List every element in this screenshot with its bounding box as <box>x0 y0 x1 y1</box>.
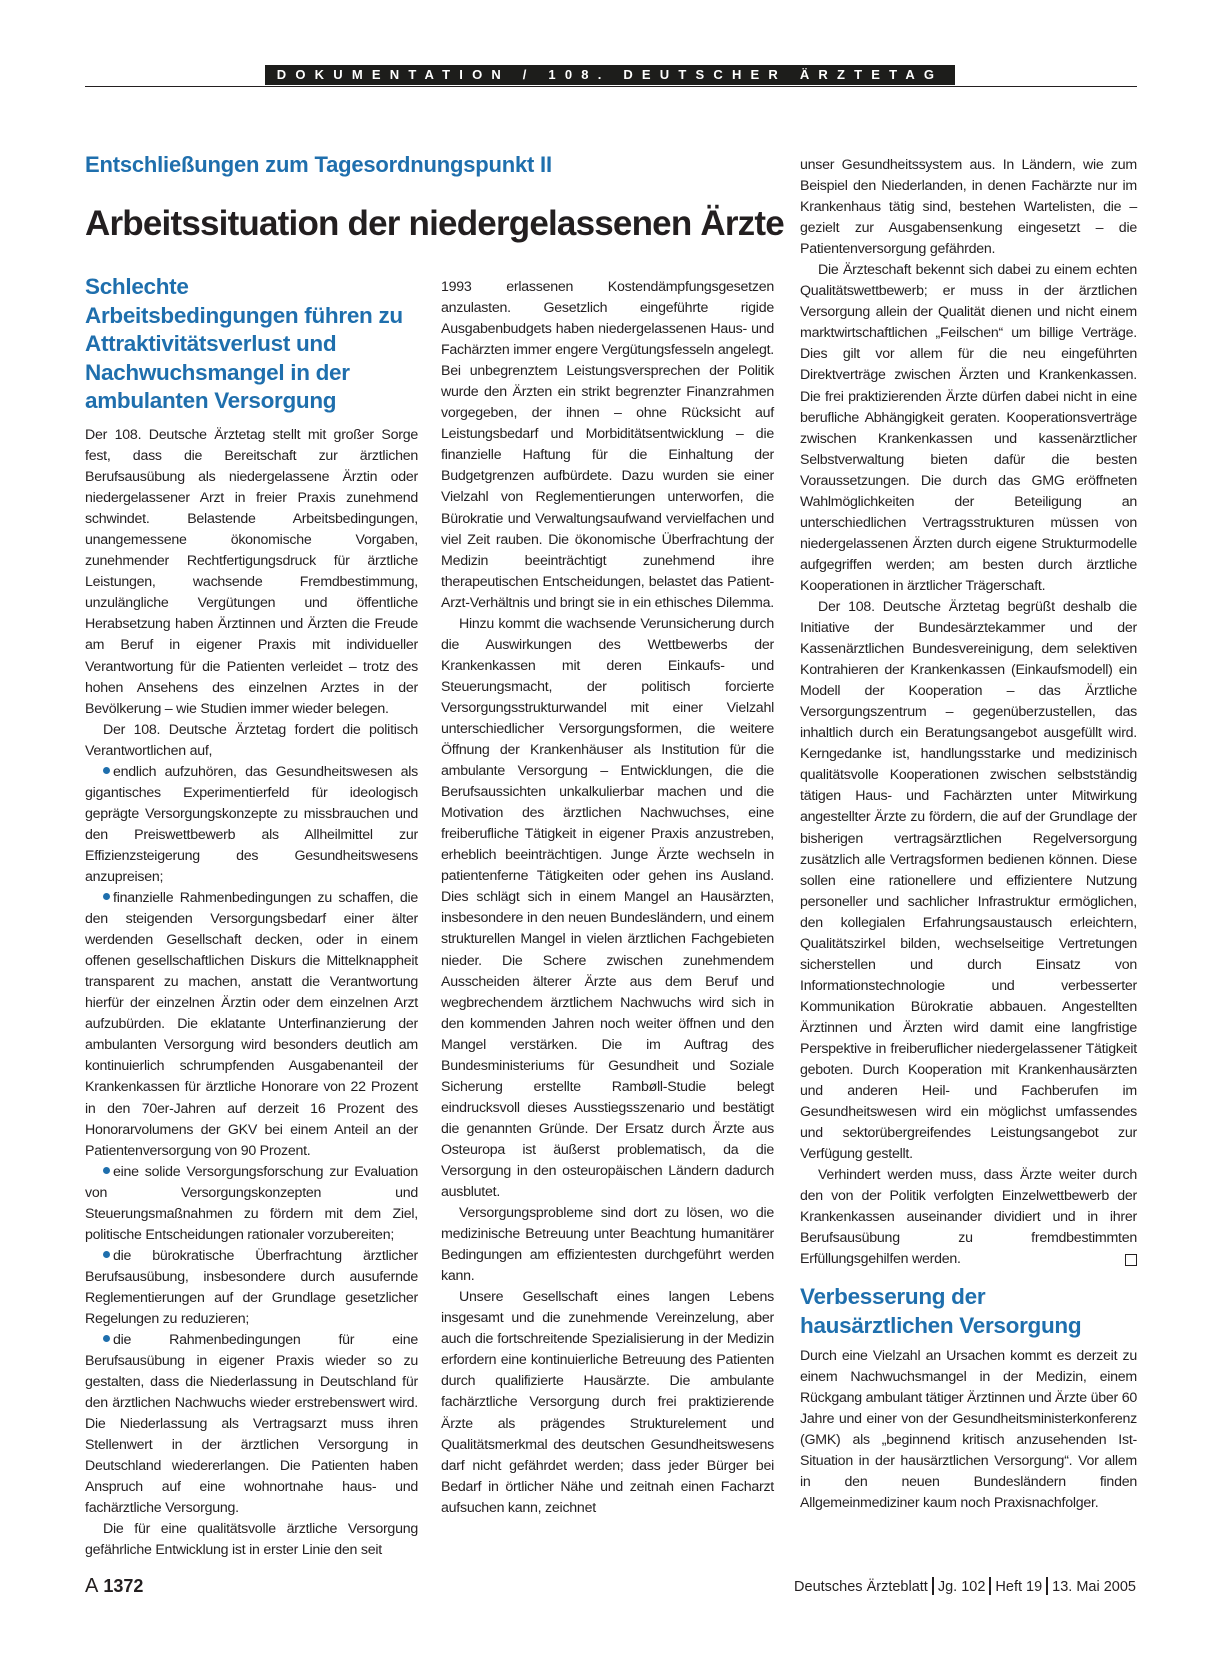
section-banner: DOKUMENTATION / 108. DEUTSCHER ÄRZTETAG <box>265 65 955 85</box>
bullet-icon <box>103 1335 110 1342</box>
paragraph: Durch eine Vielzahl an Ursachen kommt es derzeit zu einem Nachwuchsmangel in der Medizin, einem Rückgang ambulant tätiger Ärztinnen und Ärzte über 60 Jahre und einer von der Gesundheitsministerkonferenz (GMK) als „beginnend kritisch anzusehenden Ist-Situation in der hausärztlichen Versorgung“. Vor allem in den neuen Bundesländern finden Allgemeinmediziner kaum noch Praxisnachfolger. <box>800 1348 1137 1512</box>
paragraph: unser Gesundheitssystem aus. In Ländern, wie zum Beispiel den Niederlanden, in denen Fachärzte nur im Krankenhaus tätig sind, bestehen Wartelisten, die – gezielt zur Ausgabensenkung eingesetzt – die Patientenversorgung gefährden. <box>800 157 1137 258</box>
bullet-text: endlich aufzuhören, das Gesundheitswesen als gigantisches Experimentierfeld für ideologisch geprägte Versorgungskonzepte zu missbrauchen und den Preiswettbewerb als Allheilmittel zur Effizienzsteigerung des Gesundheitswesens anzupreisen; <box>85 763 418 885</box>
journal-issue: Heft 19 <box>995 1579 1043 1595</box>
paragraph: Die für eine qualitätsvolle ärztliche Versorgung gefährliche Entwicklung ist in erster Linie den seit <box>85 1521 418 1559</box>
bullet-text: die Rahmenbedingungen für eine Berufsausübung in eigener Praxis wieder so zu gestalten, dass die Niederlassung in Deutschland für den ärztlichen Nachwuchs wieder erstrebenswert wird. Die Niederlassung als Vertragsarzt muss ihren Stellenwert in der ärztlichen Versorgung in Deutschland wiedererlangen. Die Patienten haben Anspruch auf eine wohnortnahe haus- und fachärztliche Versorgung. <box>85 1332 418 1517</box>
separator <box>989 1577 991 1595</box>
bullet-item <box>85 1162 418 1246</box>
bullet-item <box>85 1330 418 1519</box>
journal-volume: Jg. 102 <box>937 1579 986 1595</box>
article-headline: Arbeitssituation der niedergelassenen Ärzte <box>85 204 784 243</box>
bullet-text: die bürokratische Überfrachtung ärztlicher Berufsausübung, insbesondere durch ausufernde Reglementierungen auf der Grundlage gesetzlicher Regelungen zu reduzieren; <box>85 1247 418 1327</box>
page-number <box>85 1575 143 1598</box>
paragraph <box>800 1165 1137 1270</box>
paragraph: Der 108. Deutsche Ärztetag fordert die politisch Verantwortlichen auf, <box>85 721 418 759</box>
journal-citation <box>794 1577 1136 1595</box>
paragraph: 1993 erlassenen Kostendämpfungsgesetzen anzulasten. Gesetzlich eingeführte rigide Ausgabenbudgets haben niedergelassenen Haus- und Fachärzten immer engere Vergütungsfesseln angelegt. Bei unbegrenztem Leistungsversprechen der Politik wurde den Ärzten ein strikt begrenzter Finanzrahmen vorgegeben, der ihnen – ohne Rücksicht auf Leistungsbedarf und Morbiditätsentwicklung – die finanzielle Haftung für die Einhaltung der Budgetgrenzen aufbürdete. Dazu wurden sie einer Vielzahl von Reglementierungen unterworfen, die Bürokratie und Verwaltungsaufwand vervielfachen und viel Zeit rauben. Die ökonomische Überfrachtung der Medizin beeinträchtigt zunehmend ihre therapeutischen Entscheidungen, belastet das Patient-Arzt-Verhältnis und bringt sie in ein ethisches Dilemma. <box>441 279 774 611</box>
journal-name: Deutsches Ärzteblatt <box>794 1579 928 1595</box>
bullet-text: eine solide Versorgungsforschung zur Evaluation von Versorgungskonzepten und Steuerungsmaßnahmen zu fördern mit dem Ziel, politische Entscheidungen rationaler vorzubereiten; <box>85 1163 418 1243</box>
subheading-working-conditions: Schlechte Arbeitsbedingungen führen zu Attraktivitätsverlust und Nachwuchsmangel in der ambulanten Versorgung <box>85 274 403 413</box>
bullet-item <box>85 1246 418 1330</box>
paragraph: Hinzu kommt die wachsende Verunsicherung durch die Auswirkungen des Wettbewerbs der Krankenkassen mit deren Einkaufs- und Steuerungsmacht, der politisch forcierte Versorgungsstrukturwandel mit einer Vielzahl unterschiedlicher Versorgungsformen, die weitere Öffnung der Krankenhäuser als Institution für die ambulante Versorgung – Entwicklungen, die die Berufsaussichten unkalkulierbar machen und die Motivation des ärztlichen Nachwuchses, eine freiberufliche Tätigkeit in eigener Praxis anzustreben, erheblich beeinträchtigen. Junge Ärzte wechseln in patientenferne Tätigkeiten oder gehen ins Ausland. Dies schlägt sich in einem Mangel an Hausärzten, insbesondere in den neuen Bundesländern, und einem strukturellen Mangel in vielen ärztlichen Fachgebieten nieder. Die Schere zwischen zunehmendem Ausscheiden älterer Ärzte aus dem Beruf und wegbrechendem ärztlichem Nachwuchs wird sich in den kommenden Jahren noch weiter öffnen und den Mangel verstärken. Die im Auftrag des Bundesministeriums für Gesundheit und Soziale Sicherung erstellte Rambøll-Studie belegt eindrucksvoll dieses Ausstiegsszenario und bestätigt die genannten Gründe. Der Ersatz durch Ärzte aus Osteuropa ist äußerst problematisch, da die Versorgung in den osteuropäischen Ländern dadurch ausblutet. <box>441 615 774 1201</box>
subheading-family-care: Verbesserung der hausärztlichen Versorgung <box>800 1284 1082 1338</box>
bullet-text: finanzielle Rahmenbedingungen zu schaffen, die den steigenden Versorgungsbedarf einer älter werdenden Gesellschaft decken, oder in einem offenen gesellschaftlichen Diskurs die Mittelknappheit transparent zu machen, anstatt die Verantwortung hierfür der einzelnen Ärztin oder dem einzelnen Arzt aufzubürden. Die eklatante Unterfinanzierung der ambulanten Versorgung wird besonders deutlich am kontinuierlich schrumpfenden Ausgabenanteil der Krankenkassen für ärztliche Honorare von 22 Prozent in den 70er-Jahren auf derzeit 16 Prozent des Honorarvolumens der GKV bei einem Anteil an der Patientenversorgung von 90 Prozent. <box>85 890 418 1159</box>
bullet-icon <box>103 893 110 900</box>
paragraph: Der 108. Deutsche Ärztetag begrüßt deshalb die Initiative der Bundesärztekammer und der Kassenärztlichen Bundesvereinigung, dem selektiven Kontrahieren der Krankenkassen (Einkaufsmodell) ein Modell der Kooperation – das Ärztliche Versorgungszentrum – gegenüberzustellen, das inhaltlich durch ein Beratungsangebot ausgefüllt wird. Kerngedanke ist, handlungsstarke und medizinisch qualitätsvolle Kooperationen zwischen selbstständig tätigen Haus- und Fachärzten unter Mitwirkung angestellter Ärzte zu fördern, die auf der Grundlage der bisherigen vertragsärztlichen Regelversorgung zusätzlich alle Vertragsformen bedienen können. Diese sollen eine rationellere und effizientere Nutzung personeller und sachlicher Infrastruktur ermöglichen, den kollegialen Erfahrungsaustausch erleichtern, Qualitätszirkel bilden, wechselseitige Vertretungen sicherstellen und durch Einsatz von Informationstechnologie und verbesserter Kommunikation Bürokratie abbauen. Angestellten Ärztinnen und Ärzten wird damit eine langfristige Perspektive in freiberuflicher niedergelassener Tätigkeit geboten. Durch Kooperation mit Krankenhausärzten und anderen Heil- und Fachberufen im Gesundheitswesen wird ein möglichst umfassendes und sektorübergreifendes Leistungsangebot zur Verfügung gestellt. <box>800 598 1137 1163</box>
bullet-icon <box>103 1167 110 1174</box>
text-column-3 <box>800 155 1137 1270</box>
separator <box>1046 1577 1048 1595</box>
paragraph: Unsere Gesellschaft eines langen Lebens insgesamt und die zunehmende Vereinzelung, aber auch die fortschreitende Spezialisierung in der Medizin erfordern eine kontinuierliche Betreuung des Patienten durch qualifizierte Hausärzte. Die ambulante fachärztliche Versorgung durch frei praktizierende Ärzte als prägendes Strukturelement und Qualitätsmerkmal des deutschen Gesundheitswesens darf nicht gefährdet werden; dass jeder Bürger bei Bedarf in örtlicher Nähe und zeitnah einen Facharzt aufsuchen kann, zeichnet <box>441 1289 774 1516</box>
header-rule <box>85 86 1137 87</box>
paragraph-text: Verhindert werden muss, dass Ärzte weiter durch den von der Politik verfolgten Einzelwettbewerb der Krankenkassen auseinander dividiert und in ihrer Berufsausübung zu fremdbestimmten Erfüllungsgehilfen werden. <box>800 1167 1137 1268</box>
page-prefix: A <box>85 1575 99 1597</box>
end-of-article-icon <box>1125 1254 1137 1266</box>
paragraph: Versorgungsprobleme sind dort zu lösen, wo die medizinische Betreuung unter Beachtung humanitärer Bedingungen am effizientesten durchgeführt werden kann. <box>441 1205 774 1285</box>
journal-date: 13. Mai 2005 <box>1052 1579 1136 1595</box>
bullet-item <box>85 888 418 1162</box>
bullet-icon <box>103 1251 110 1258</box>
bullet-item <box>85 762 418 888</box>
article-kicker: Entschließungen zum Tagesordnungspunkt II <box>85 152 552 177</box>
text-column-1 <box>85 425 418 1562</box>
text-column-2 <box>441 277 774 1519</box>
paragraph: Die Ärzteschaft bekennt sich dabei zu einem echten Qualitätswettbewerb; er muss in der ärztlichen Versorgung allein der Qualität dienen und nicht einem marktwirtschaftlichen „Feilschen“ um billige Verträge. Dies gilt vor allem für die neu eingeführten Direktverträge zwischen Ärzten und Krankenkassen. Die frei praktizierenden Ärzte dürfen dabei nicht in eine berufliche Abhängigkeit geraten. Kooperationsverträge zwischen Krankenkassen und kassenärztlicher Selbstverwaltung bieten dafür die besten Voraussetzungen. Die durch das GMG eröffneten Wahlmöglichkeiten der Beteiligung an unterschiedlichen Vertragsstrukturen müssen von niedergelassenen Ärzten durch eigene Strukturmodelle aufgegriffen werden; am besten durch ärztliche Kooperationen in ärztlicher Trägerschaft. <box>800 262 1137 594</box>
paragraph: Der 108. Deutsche Ärztetag stellt mit großer Sorge fest, dass die Bereitschaft zur ärztlichen Berufsausübung als niedergelassene Ärztin oder niedergelassener Arzt in freier Praxis zunehmend schwindet. Belastende Arbeitsbedingungen, unangemessene ökonomische Vorgaben, zunehmender Rechtfertigungsdruck für ärztliche Leistungen, wachsende Fremdbestimmung, unzulängliche Vergütungen und öffentliche Herabsetzung haben Ärztinnen und Ärzten die Freude am Beruf in eigener Praxis mit individueller Verantwortung für die Patienten verleidet – trotz des hohen Ansehens des einzelnen Arztes in der Bevölkerung – wie Studien immer wieder belegen. <box>85 427 418 717</box>
bullet-icon <box>103 767 110 774</box>
page-number-value: 1372 <box>103 1576 144 1596</box>
separator <box>932 1577 934 1595</box>
text-column-4 <box>800 1346 1137 1514</box>
